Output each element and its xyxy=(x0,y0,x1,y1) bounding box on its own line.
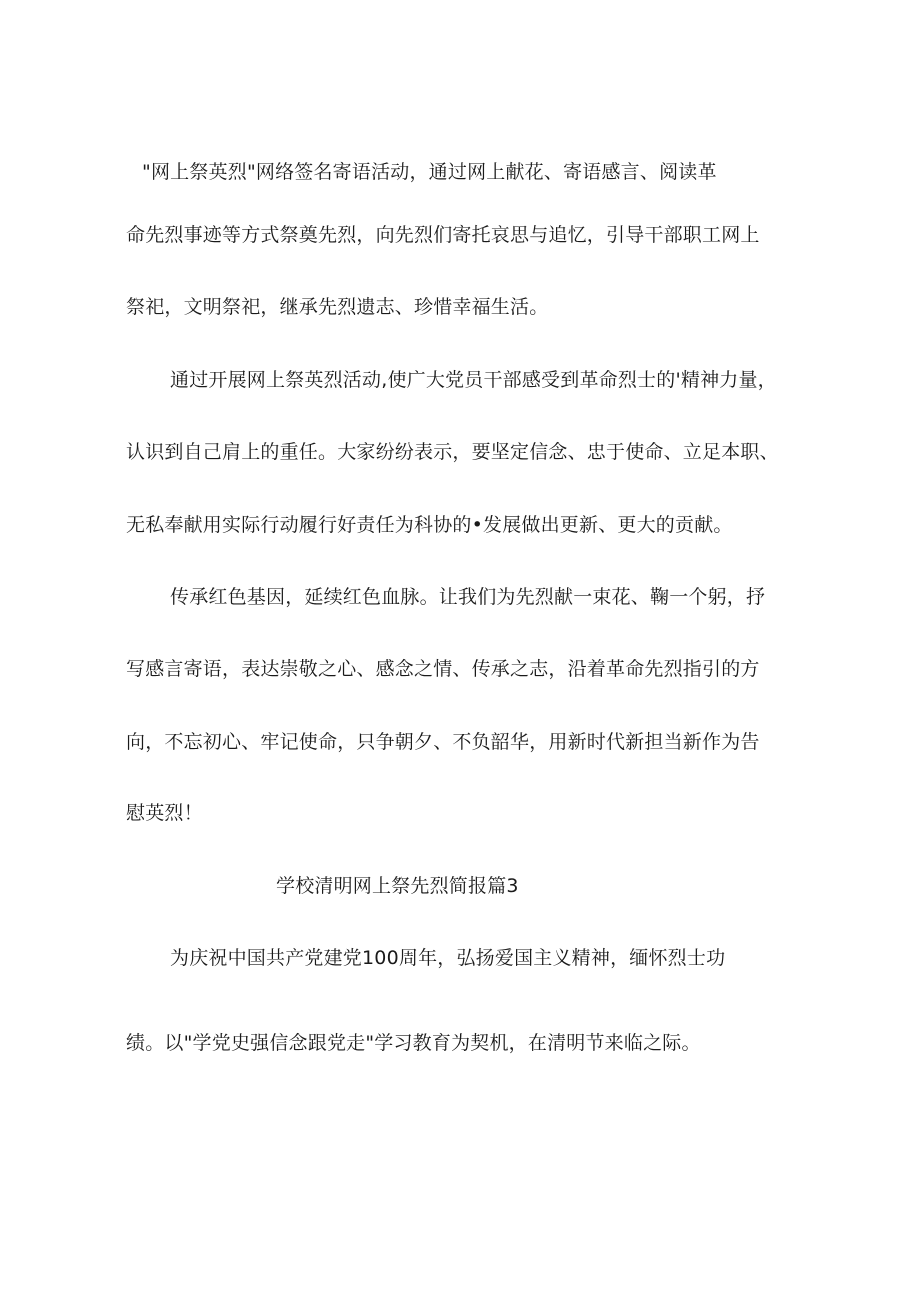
paragraph-3-line-1: 传承红色基因，延续红色血脉。让我们为先烈献一束花、鞠一个躬，抒 xyxy=(170,586,766,608)
paragraph-3-line-4: 慰英烈！ xyxy=(126,802,203,824)
paragraph-1-line-3: 祭祀，文明祭祀，继承先烈遗志、珍惜幸福生活。 xyxy=(126,296,549,318)
paragraph-3-line-3: 向，不忘初心、牢记使命，只争朝夕、不负韶华，用新时代新担当新作为告 xyxy=(126,731,760,753)
paragraph-2-line-2: 认识到自己肩上的重任。大家纷纷表示，要坚定信念、忠于使命、立足本职、 xyxy=(126,441,779,463)
section-heading: 学校清明网上祭先烈简报篇3 xyxy=(276,875,519,897)
paragraph-3-line-2: 写感言寄语，表达崇敬之心、感念之情、传承之志，沿着革命先烈指引的方 xyxy=(126,658,760,680)
paragraph-2-line-1: 通过开展网上祭英烈活动,使广大党员干部感受到革命烈士的'精神力量， xyxy=(170,369,777,391)
paragraph-4-line-2: 绩。以"学党史强信念跟党走"学习教育为契机，在清明节来临之际。 xyxy=(126,1032,701,1054)
paragraph-2-line-3: 无私奉献用实际行动履行好责任为科协的•发展做出更新、更大的贡献。 xyxy=(126,514,733,536)
paragraph-1-line-1: "网上祭英烈"网络签名寄语活动，通过网上献花、寄语感言、阅读革 xyxy=(142,161,717,183)
paragraph-4-line-1: 为庆祝中国共产党建党100周年，弘扬爱国主义精神，缅怀烈士功 xyxy=(170,947,726,969)
paragraph-1-line-2: 命先烈事迹等方式祭奠先烈，向先烈们寄托哀思与追忆，引导干部职工网上 xyxy=(126,224,760,246)
